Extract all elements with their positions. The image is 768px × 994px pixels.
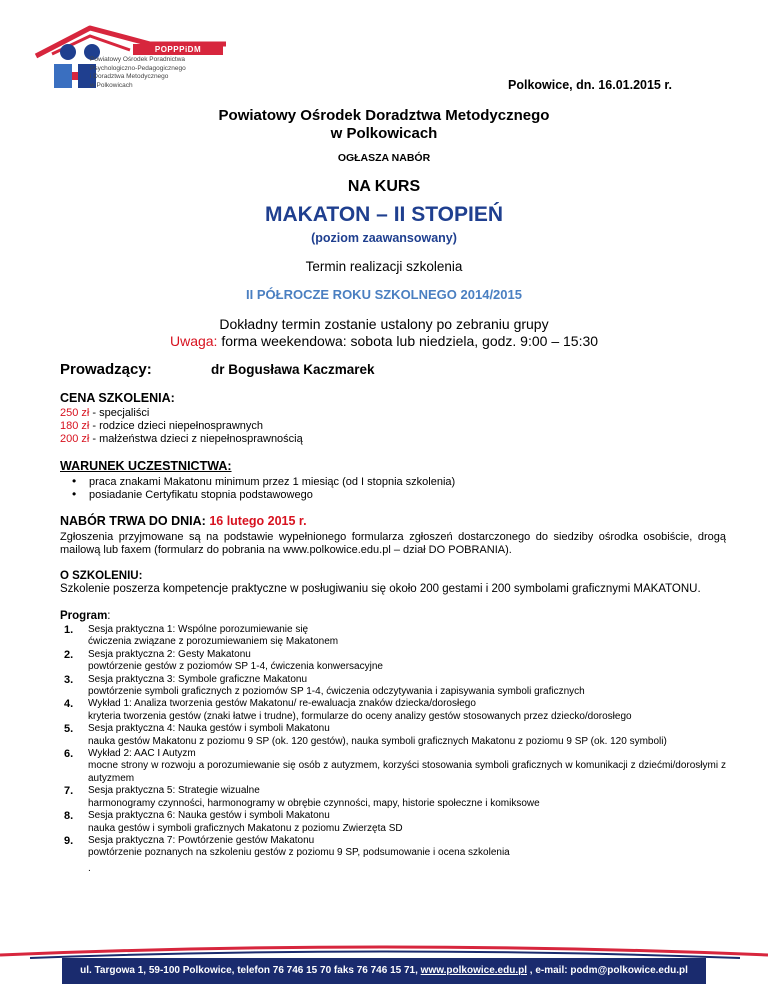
footer-swoosh — [0, 937, 768, 959]
program-heading: Program: — [60, 610, 111, 622]
program-item: 7. Sesja praktyczna 5: Strategie wizualne harmonogramy czynności, harmonogramy w obrębie czynności, mapy, historie społeczne i komiksowe — [64, 785, 540, 809]
document-date: Polkowice, dn. 16.01.2015 r. — [508, 78, 672, 92]
lecturer-label: Prowadzący: — [60, 361, 152, 378]
program-item: 2. Sesja praktyczna 2: Gesty Makatonu powtórzenie gestów z poziomów SP 1-4, ćwiczenia konwersacyjne — [64, 648, 383, 673]
about-heading: O SZKOLENIU: — [60, 570, 143, 582]
footer-contact: ul. Targowa 1, 59-100 Polkowice, telefon 76 746 15 70 faks 76 746 15 71, www.polkowice.edu.pl , e-mail: podm@polkowice.edu.pl — [62, 958, 706, 984]
program-list — [60, 624, 726, 860]
conditions-heading: WARUNEK UCZESTNICTWA: — [60, 459, 232, 473]
email-text: , e-mail: podm@polkowice.edu.pl — [526, 965, 688, 976]
condition-item: • posiadanie Certyfikatu stopnia podstawowego — [72, 489, 455, 502]
course-level: (poziom zaawansowany) — [311, 231, 457, 245]
program-item: 9. Sesja praktyczna 7: Powtórzenie gestów Makatonu powtórzenie poznanych na szkoleniu gestów z poziomu 9 SP, podsumowanie i ocena szkolenia — [64, 834, 510, 859]
price-item: 200 zł - małżeństwa dzieci z niepełnosprawnością — [60, 433, 303, 445]
logo-caption: Powiatowy Ośrodek Poradnictwa Psychologiczno-Pedagogicznego i Doradztwa Metodycznego w Polkowicach — [90, 56, 186, 89]
deadline-date: 16 lutego 2015 r. — [209, 514, 307, 528]
program-item: 3. Sesja praktyczna 3: Symbole graficzne Makatonu powtórzenie symboli graficznych z poziomów SP 1-4, ćwiczenia odczytywania i zapisywania symboli graficznych — [64, 673, 585, 698]
logo-banner: POPPPiDM — [133, 44, 223, 55]
conditions-list — [72, 476, 455, 502]
lecturer-name: dr Bogusława Kaczmarek — [211, 362, 375, 377]
schedule-note: Dokładny termin zostanie ustalony po zebraniu grupy Uwaga: forma weekendowa: sobota lub niedziela, godz. 9:00 – 15:30 — [169, 316, 599, 349]
course-label: NA KURS — [347, 178, 421, 195]
application-notice: Zgłoszenia przyjmowane są na podstawie wypełnionego formularza zgłoszeń dostarczonego do siedziby ośrodka osobiście, drogą mailową lub faxem (formularz do pobrania na www.polkowice.edu.pl – dział DO POBRANIA). — [60, 531, 726, 556]
program-item: 5. Sesja praktyczna 4: Nauka gestów i symboli Makatonu nauka gestów Makatonu z poziomu 9 SP (ok. 120 gestów), nauka symboli graficznych Makatonu z poziomu 9 SP (ok. 120 symboli) — [64, 723, 667, 747]
program-item: 6. Wykład 2: AAC I Autyzm mocne strony w rozwoju a porozumiewanie się osób z autyzmem, korzyści stosowania symboli graficznych w komunikacji z dziećmi/dorosłymi z autyzmem — [64, 748, 726, 784]
price-list — [60, 407, 303, 446]
course-title: MAKATON – II STOPIEŃ — [264, 203, 504, 226]
deadline: NABÓR TRWA DO DNIA: 16 lutego 2015 r. — [60, 514, 307, 528]
condition-item: • praca znakami Makatonu minimum przez 1 miesiąc (od I stopnia szkolenia) — [72, 476, 455, 489]
price-item: 180 zł - rodzice dzieci niepełnosprawnych — [60, 420, 264, 432]
schedule-period: II PÓŁROCZE ROKU SZKOLNEGO 2014/2015 — [246, 287, 522, 302]
price-item: 250 zł - specjaliści — [60, 407, 150, 419]
price-heading: CENA SZKOLENIA: — [60, 391, 175, 405]
organization-name: Powiatowy Ośrodek Doradztwa Metodycznego w Polkowicach — [218, 107, 550, 142]
program-item: 4. Wykład 1: Analiza tworzenia gestów Makatonu/ re-ewaluacja znaków dziecka/dorosłego kryteria tworzenia gestów (znaki łatwe i trudne), formularze do oceny analizy gestów stosowanych przez dziecko/dorosłego — [64, 698, 632, 722]
program-item: 1. Sesja praktyczna 1: Wspólne porozumiewanie się ćwiczenia związane z porozumiewaniem się Makatonem — [64, 624, 339, 648]
about-text: Szkolenie poszerza kompetencje praktyczne w posługiwaniu się około 200 gestami i 200 symbolami graficznymi MAKATONU. — [60, 583, 701, 595]
note-label: Uwaga: — [169, 333, 218, 349]
website-link[interactable]: www.polkowice.edu.pl — [420, 965, 527, 976]
note-text: forma weekendowa: sobota lub niedziela, godz. 9:00 – 15:30 — [217, 333, 599, 349]
program-item: 8. Sesja praktyczna 6: Nauka gestów i symboli Makatonu nauka gestów i symboli graficznych Makatonu z poziomu Zwierzęta SD — [64, 810, 403, 834]
trailing-dot: . — [88, 863, 91, 874]
announcement-label: OGŁASZA NABÓR — [337, 152, 431, 164]
schedule-label: Termin realizacji szkolenia — [305, 259, 463, 274]
